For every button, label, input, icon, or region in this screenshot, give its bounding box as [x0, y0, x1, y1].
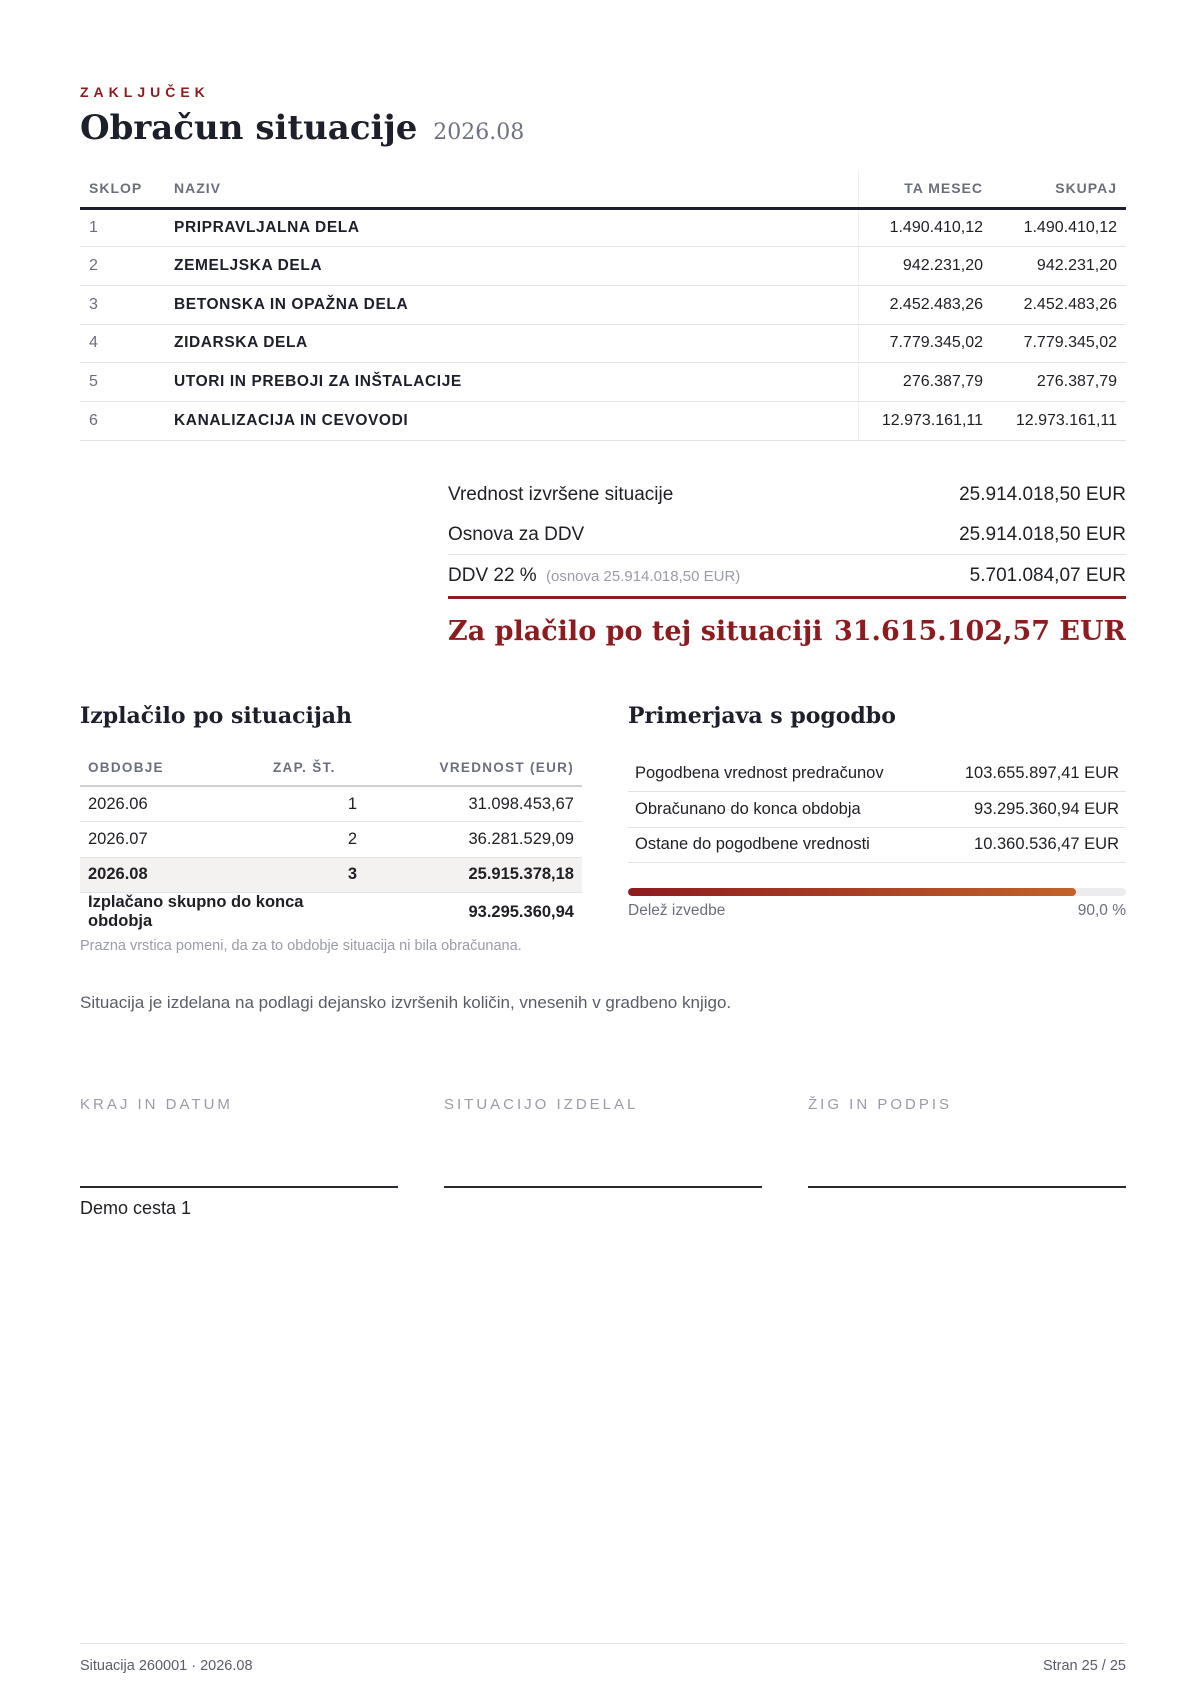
signature-zig-label: ŽIG IN PODPIS — [808, 1096, 953, 1113]
payouts-total-label: Izplačano skupno do konca obdobja — [88, 893, 304, 930]
table-row — [80, 324, 1126, 363]
col-ta-mesec: TA MESEC — [858, 170, 992, 208]
cell-ta-mesec: 1.490.410,12 — [858, 208, 992, 247]
signature-izdelal-line — [444, 1186, 762, 1188]
col-naziv: NAZIV — [165, 170, 858, 208]
summary-vrednost-row — [448, 475, 1126, 515]
signature-izdelal-label: SITUACIJO IZDELAL — [444, 1096, 639, 1113]
execution-progress-bar — [628, 888, 1126, 896]
payment-due-value: 31.615.102,57 EUR — [833, 615, 1126, 647]
cell-ta-mesec: 2.452.483,26 — [858, 285, 992, 324]
cell-sklop: 1 — [80, 208, 165, 247]
table-row — [80, 208, 1126, 247]
signature-kraj-label: KRAJ IN DATUM — [80, 1096, 233, 1113]
summary-vrednost-value: 25.914.018,50 EUR — [959, 484, 1126, 505]
cell-naziv: BETONSKA IN OPAŽNA DELA — [165, 285, 858, 324]
cell-zap-st: 3 — [265, 857, 365, 893]
summary-osnova-label: Osnova za DDV — [448, 523, 585, 545]
summary-ddv-note: (osnova 25.914.018,50 EUR) — [545, 567, 741, 585]
works-table — [80, 170, 1126, 441]
page-footer — [80, 1643, 1126, 1674]
signature-zig-line — [808, 1186, 1126, 1188]
cell-label: Obračunano do konca obdobja — [628, 792, 932, 828]
summary-ddv-label: DDV 22 % — [448, 564, 537, 586]
signature-zig — [808, 1096, 1126, 1188]
page-title-text: Obračun situacije — [80, 108, 418, 148]
signature-kraj-line — [80, 1186, 398, 1188]
cell-skupaj: 1.490.410,12 — [992, 208, 1126, 247]
statement-text: Situacija je izdelana na podlagi dejansko izvršenih količin, vnesenih v gradbeno knjigo. — [80, 993, 732, 1012]
section-eyebrow: ZAKLJUČEK — [80, 84, 210, 100]
table-row — [628, 827, 1126, 863]
cell-vrednost: 31.098.453,67 — [365, 786, 582, 822]
summary-block — [448, 475, 1126, 663]
cell-obdobje: 2026.08 — [80, 857, 265, 893]
table-row — [80, 822, 582, 858]
payouts-table — [80, 750, 582, 931]
cell-zap-st: 2 — [265, 822, 365, 858]
cell-label: Pogodbena vrednost predračunov — [628, 756, 932, 792]
signature-kraj — [80, 1096, 398, 1219]
cell-obdobje: 2026.07 — [80, 822, 265, 858]
col-zap-st: ZAP. ŠT. — [265, 750, 365, 786]
cell-naziv: ZEMELJSKA DELA — [165, 247, 858, 286]
cell-skupaj: 2.452.483,26 — [992, 285, 1126, 324]
summary-vrednost-label: Vrednost izvršene situacije — [448, 484, 674, 505]
cell-skupaj: 7.779.345,02 — [992, 324, 1126, 363]
execution-progress-labels — [628, 902, 1126, 920]
cell-vrednost: 36.281.529,09 — [365, 822, 582, 858]
payouts-table-header — [80, 750, 582, 786]
payment-due-label: Za plačilo po tej situaciji — [448, 615, 823, 647]
comparison-table — [628, 756, 1126, 863]
table-row — [80, 786, 582, 822]
table-row-current — [80, 857, 582, 893]
summary-ddv-label-group — [448, 565, 740, 587]
summary-ddv-row — [448, 555, 1126, 599]
cell-naziv: UTORI IN PREBOJI ZA INŠTALACIJE — [165, 363, 858, 402]
summary-ddv-value: 5.701.084,07 EUR — [969, 564, 1126, 586]
cell-ta-mesec: 276.387,79 — [858, 363, 992, 402]
table-row — [628, 792, 1126, 828]
cell-zap-st: 1 — [265, 786, 365, 822]
table-row — [80, 247, 1126, 286]
col-vrednost: VREDNOST (EUR) — [365, 750, 582, 786]
cell-sklop: 6 — [80, 401, 165, 440]
summary-osnova-value: 25.914.018,50 EUR — [959, 523, 1126, 545]
payouts-title: Izplačilo po situacijah — [80, 703, 353, 729]
cell-obdobje: 2026.06 — [80, 786, 265, 822]
cell-ta-mesec: 7.779.345,02 — [858, 324, 992, 363]
comparison-title: Primerjava s pogodbo — [628, 703, 896, 729]
table-row — [628, 756, 1126, 792]
execution-progress-fill — [628, 888, 1076, 896]
works-table-header — [80, 170, 1126, 208]
col-skupaj: SKUPAJ — [992, 170, 1126, 208]
col-sklop: SKLOP — [80, 170, 165, 208]
cell-value: 103.655.897,41 EUR — [932, 756, 1126, 792]
cell-naziv: ZIDARSKA DELA — [165, 324, 858, 363]
page-title — [80, 108, 524, 148]
payouts-note: Prazna vrstica pomeni, da za to obdobje situacija ni bila obračunana. — [80, 938, 522, 954]
summary-osnova-row — [448, 515, 1126, 555]
cell-sklop: 4 — [80, 324, 165, 363]
cell-sklop: 3 — [80, 285, 165, 324]
cell-naziv: KANALIZACIJA IN CEVOVODI — [165, 401, 858, 440]
payouts-total-row — [80, 893, 582, 932]
cell-sklop: 5 — [80, 363, 165, 402]
cell-label: Ostane do pogodbene vrednosti — [628, 827, 932, 863]
execution-progress-label: Delež izvedbe — [628, 902, 726, 919]
cell-sklop: 2 — [80, 247, 165, 286]
signature-izdelal — [444, 1096, 762, 1188]
signature-kraj-value: Demo cesta 1 — [80, 1198, 192, 1218]
execution-progress-value: 90,0 % — [1077, 902, 1126, 919]
cell-ta-mesec: 12.973.161,11 — [858, 401, 992, 440]
cell-skupaj: 12.973.161,11 — [992, 401, 1126, 440]
cell-value: 93.295.360,94 EUR — [932, 792, 1126, 828]
cell-skupaj: 942.231,20 — [992, 247, 1126, 286]
cell-naziv: PRIPRAVLJALNA DELA — [165, 208, 858, 247]
cell-skupaj: 276.387,79 — [992, 363, 1126, 402]
col-obdobje: OBDOBJE — [80, 750, 265, 786]
footer-page-number: Stran 25 / 25 — [1042, 1658, 1126, 1674]
table-row — [80, 285, 1126, 324]
page-title-period: 2026.08 — [433, 120, 525, 145]
payouts-total-value: 93.295.360,94 — [468, 902, 574, 921]
table-row — [80, 363, 1126, 402]
payment-due-row — [448, 599, 1126, 663]
table-row — [80, 401, 1126, 440]
cell-ta-mesec: 942.231,20 — [858, 247, 992, 286]
cell-vrednost: 25.915.378,18 — [365, 857, 582, 893]
cell-value: 10.360.536,47 EUR — [932, 827, 1126, 863]
footer-document-id: Situacija 260001 · 2026.08 — [80, 1658, 253, 1674]
